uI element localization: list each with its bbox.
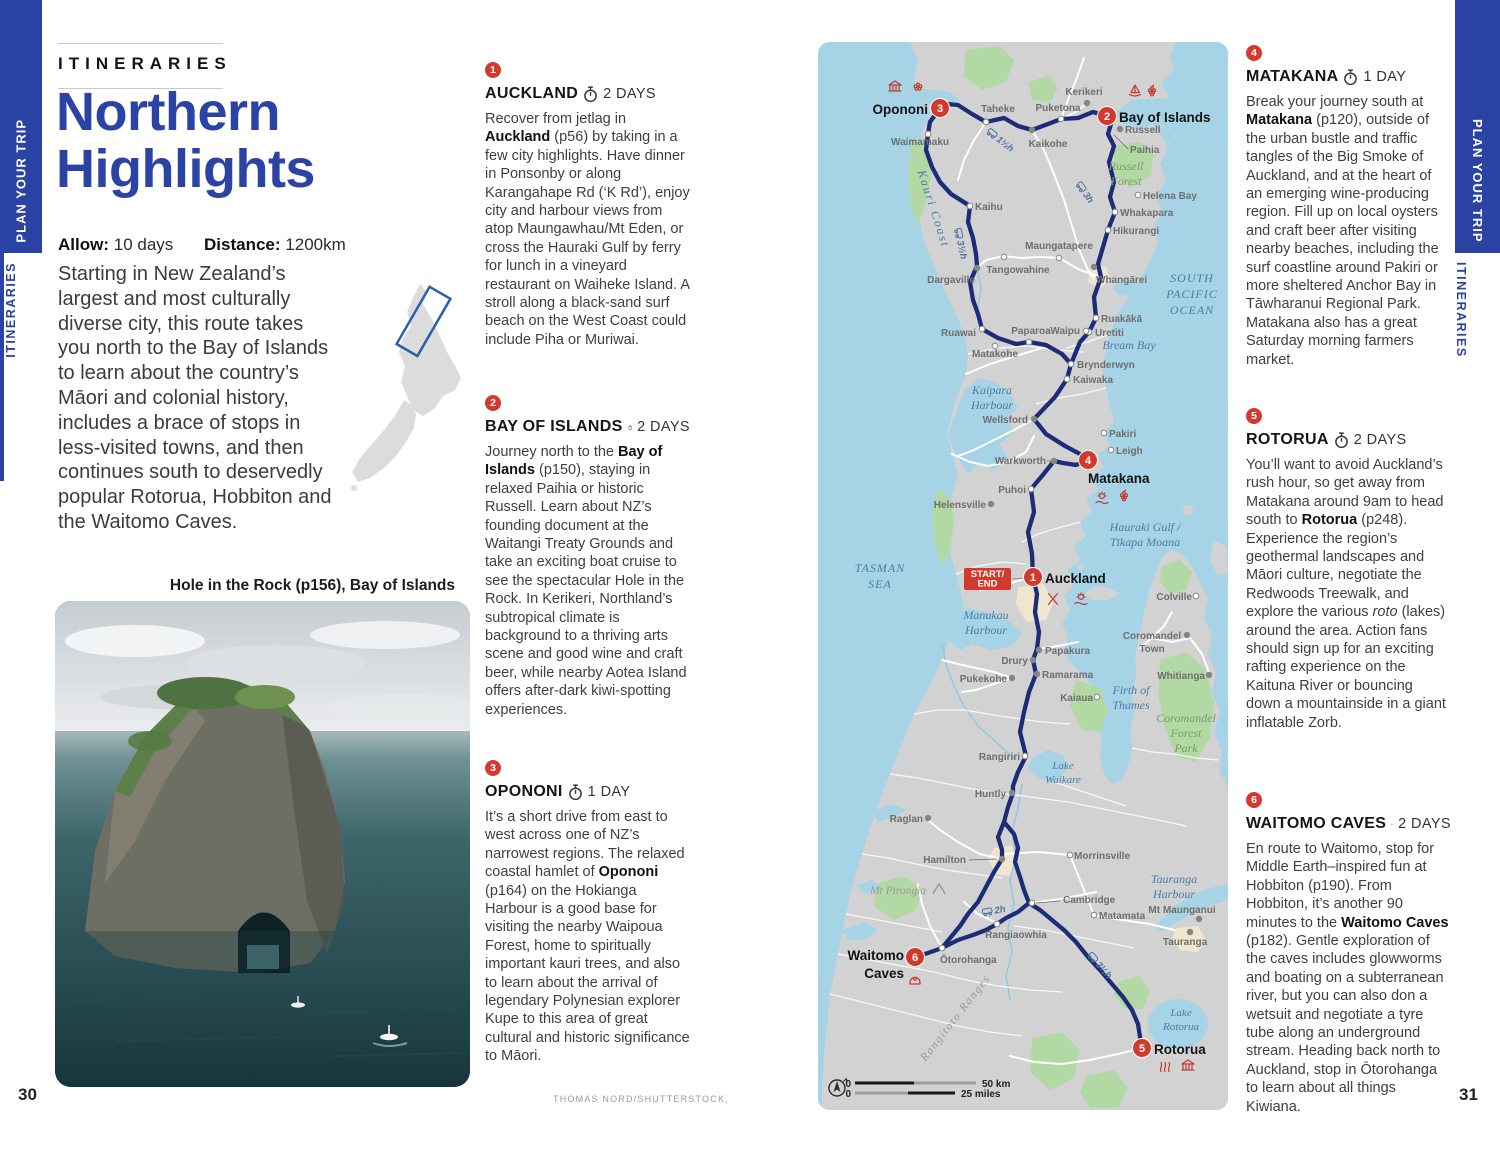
town-dot	[1009, 675, 1015, 681]
town-dot-open	[1029, 900, 1035, 906]
town-label: Kaiwaka	[1073, 375, 1114, 386]
start-end-badge	[964, 568, 1011, 590]
distance-label: Distance:	[204, 235, 281, 254]
allow-value: 10 days	[113, 235, 174, 254]
svg-text:25 miles: 25 miles	[961, 1089, 1001, 1100]
stop-label: Matakana	[1088, 471, 1150, 486]
page-number-left: 30	[18, 1085, 37, 1104]
step-number-badge: 4	[1246, 45, 1262, 61]
water-label: Hauraki Gulf / Tīkapa Moana	[1109, 520, 1181, 549]
water-label: SOUTH PACIFIC OCEAN	[1166, 271, 1218, 317]
town-dot	[1091, 264, 1097, 270]
nz-locator-inset	[342, 276, 474, 508]
water-label: Bream Bay	[1102, 338, 1156, 352]
town-label: Kerikeri	[1065, 87, 1103, 98]
town-dot	[1030, 657, 1036, 663]
water-label: Kauri Coast	[914, 168, 953, 250]
town-label: Ruawai	[940, 328, 976, 339]
town-dot-open	[1058, 116, 1064, 122]
svg-text:3h: 3h	[1080, 190, 1096, 206]
range-label: Mt Pirongia	[869, 885, 927, 897]
town-dot	[988, 501, 994, 507]
step-number-badge: 2	[485, 395, 501, 411]
water-label: TASMAN SEA	[854, 561, 906, 591]
town-dot	[1084, 100, 1090, 106]
town-label: Kaiaua	[1060, 693, 1093, 704]
svg-text:1½h: 1½h	[994, 134, 1016, 155]
step-body: You’ll want to avoid Auckland’s rush hour, so get away from Matakana around 9am to head south to Rotorua (p248). Experience the region’s geothermal landscapes and Māori culture, negotiate the Redwoods Treewalk, and explore the various roto (lakes) around the area. Action fans should sign up for an exciting rafting experience on the Kaituna River or bouncing down a mountainside in a giant inflatable Zorb.	[1246, 457, 1446, 731]
allow-label: Allow:	[58, 235, 109, 254]
step-title: ROTORUA	[1246, 431, 1329, 448]
town-label: Ruakākā	[1101, 314, 1143, 325]
svg-text:3: 3	[936, 102, 944, 115]
stop-label: Auckland	[1045, 571, 1106, 586]
town-dot-open	[1093, 315, 1099, 321]
town-label: Coromandel Town	[1122, 631, 1182, 655]
town-dot-open	[1026, 339, 1032, 345]
svg-text:3½h: 3½h	[954, 239, 969, 261]
trip-meta	[58, 235, 346, 255]
town-label: Whakapara	[1120, 208, 1174, 219]
distance-value: 1200km	[285, 235, 346, 254]
town-label: Rangiaowhia	[985, 930, 1047, 941]
town-dot-open	[1083, 328, 1089, 334]
stopwatch-icon	[1391, 816, 1393, 833]
town-label: Kaihu	[975, 202, 1003, 213]
sidebar-label-plan-your-trip-right: PLAN YOUR TRIP	[1470, 119, 1485, 243]
itinerary-section-3	[485, 760, 690, 1066]
svg-text:START/: START/	[970, 569, 1005, 580]
step-duration: 2 DAYS	[637, 419, 690, 435]
itinerary-section-1	[485, 62, 690, 349]
stewart-island-shape	[351, 485, 357, 491]
town-label: Hamilton	[923, 855, 966, 866]
town-dot-open	[1193, 593, 1199, 599]
step-duration: 2 DAYS	[603, 86, 656, 102]
town-dot-open	[1108, 447, 1114, 453]
nz-locator-map	[342, 276, 474, 508]
town-dot-open	[1101, 430, 1107, 436]
town-dot	[1187, 929, 1193, 935]
photo-caption: Hole in the Rock (p156), Bay of Islands	[169, 577, 455, 594]
town-dot-open	[939, 945, 945, 951]
step-title: MATAKANA	[1246, 68, 1339, 85]
town-label: Paparoa	[1011, 326, 1051, 337]
town-dot-open	[1094, 694, 1100, 700]
town-label: Maungatapere	[1025, 241, 1093, 252]
town-dot-open	[1067, 852, 1073, 858]
step-body: En route to Waitomo, stop for Middle Earth–inspired fun at Hobbiton (p190). From Hobbiton, it’s another 90 minutes to the Waitomo Caves (p182). Gentle exploration of the caves includes glowworms and boating on a subterranean river, but you can also don a wetsuit and negotiate a tyre tube along an underground stream. Heading back north to Auckland, stop in Ōtorohanga to learn about all things Kiwiana.	[1246, 841, 1449, 1115]
stopwatch-icon	[568, 784, 583, 801]
step-number-badge: 6	[1246, 792, 1262, 808]
sidebar-bar-left	[0, 0, 42, 253]
town-dot	[1029, 127, 1035, 133]
town-dot	[1196, 916, 1202, 922]
route-map	[818, 42, 1228, 1110]
sidebar-bar-right	[1455, 0, 1500, 253]
town-dot	[1036, 647, 1042, 653]
stopwatch-icon	[628, 419, 633, 436]
svg-text:0: 0	[845, 1079, 851, 1090]
town-dot-open	[967, 203, 973, 209]
range-label: Rangitoto Ranges	[918, 972, 994, 1064]
route-marker-5	[1133, 1039, 1152, 1058]
photo-credit: THOMAS NORD/SHUTTERSTOCK,	[553, 1094, 729, 1104]
town-dot	[999, 856, 1005, 862]
stop-label: Opononi	[872, 102, 928, 117]
town-dot	[1206, 672, 1212, 678]
sidebar-label-plan-your-trip-left: PLAN YOUR TRIP	[13, 119, 29, 243]
town-label: Uretiti	[1095, 328, 1124, 339]
step-duration: 1 DAY	[587, 784, 631, 800]
step-duration: 2 DAYS	[1398, 816, 1451, 832]
itinerary-section-6	[1246, 792, 1451, 1116]
step-body: Break your journey south at Matakana (p120), outside of the urban bustle and traffic tangles of the Big Smoke of Auckland, and at the heart of an emerging wine-producing region. Fill up on local oysters and craft beer after visiting nearby beaches, including the surf coastline around Pakiri or more sheltered Anchor Bay in Tāwharanui Regional Park. Matakana also has a great Saturday morning farmers market.	[1246, 94, 1439, 368]
town-dot-open	[994, 921, 1000, 927]
water-label: Manukau Harbour	[963, 608, 1009, 637]
town-dot-open	[1135, 192, 1141, 198]
step-header	[485, 85, 690, 103]
small-island	[1172, 134, 1175, 137]
town-label: Drury	[1001, 656, 1028, 667]
town-label: Matamata	[1099, 911, 1146, 922]
step-number-badge: 1	[485, 62, 501, 78]
town-dot-open	[979, 326, 985, 332]
town-label: Waimamaku	[891, 137, 949, 148]
town-label: Russell	[1125, 125, 1161, 136]
water-label: Firth of Thames	[1112, 683, 1150, 712]
kicker-itineraries: ITINERARIES	[58, 54, 232, 73]
town-label: Wellsford	[982, 415, 1028, 426]
step-number-badge: 5	[1246, 408, 1262, 424]
town-label: Ōtorohanga	[940, 955, 997, 966]
town-label: Raglan	[889, 814, 923, 825]
photo-illustration	[55, 601, 470, 1087]
stop-label: Bay of Islands	[1119, 110, 1211, 125]
step-title: WAITOMO CAVES	[1246, 815, 1387, 832]
town-dot-open	[992, 343, 998, 349]
town-label: Huntly	[974, 789, 1006, 800]
town-dot-open	[1001, 254, 1007, 260]
town-label: Colville	[1156, 592, 1192, 603]
route-marker-2	[1098, 107, 1117, 126]
town-label: Ramarama	[1042, 670, 1094, 681]
step-duration: 2 DAYS	[1353, 432, 1407, 448]
water-label: Tauranga Harbour	[1150, 872, 1198, 901]
svg-text:0: 0	[845, 1089, 851, 1100]
svg-text:2: 2	[1103, 110, 1111, 123]
town-dot-open	[925, 131, 931, 137]
svg-text:5: 5	[1138, 1042, 1146, 1055]
intro-paragraph: Starting in New Zealand’s largest and most culturally diverse city, this route takes you north to the Bay of Islands to learn about the country’s Māori and colonial history, includes a brace of stops in less-visited towns, and then continues south to deservedly popular Rotorua, Hobbiton and the Waitomo Caves.	[58, 263, 332, 533]
town-label: Kaikohe	[1028, 139, 1068, 150]
step-body: It’s a short drive from east to west across one of NZ’s narrowest regions. The relaxed coastal hamlet of Opononi (p164) on the Hokianga Harbour is a good base for visiting the nearby Waipoua Forest, home to spiritually important kauri trees, and also to learn about the arrival of legendary Polynesian explorer Kupe to this area of great cultural and historic significance to Māori.	[485, 809, 690, 1065]
step-header	[485, 418, 690, 436]
town-dot	[1034, 671, 1040, 677]
town-dot	[1051, 458, 1057, 464]
svg-text:END: END	[977, 578, 998, 590]
step-header	[1246, 68, 1451, 86]
itinerary-section-2	[485, 395, 690, 719]
town-label: Helensville	[933, 500, 986, 511]
town-dot	[925, 815, 931, 821]
town-dot-open	[1105, 227, 1111, 233]
town-dot-open	[1068, 361, 1074, 367]
route-marker-3	[931, 99, 950, 118]
town-dot-open	[983, 119, 989, 125]
town-label: Mt Maunganui	[1148, 905, 1216, 916]
page-title: Northern Highlights	[56, 82, 315, 199]
header-rule-top	[58, 43, 223, 44]
town-dot-open	[1022, 753, 1028, 759]
town-label: Brynderwyn	[1077, 360, 1135, 371]
town-dot-open	[1112, 209, 1118, 215]
stopwatch-icon	[583, 86, 598, 103]
town-label: Whitianga	[1157, 671, 1205, 682]
town-label: Matakohe	[971, 349, 1019, 360]
small-island	[1077, 564, 1083, 570]
town-label: Tauranga	[1162, 937, 1208, 948]
step-body: Journey north to the Bay of Islands (p150), staying in relaxed Paihia or historic Russell. Learn about NZ’s founding document at the Waitangi Treaty Grounds and take an exciting boat cruise to see the spectacular Hole in the Rock. In Kerikeri, Northland’s subtropical climate is background to a thriving arts scene and good wine and craft beer, while nearby Aotea Island offers after-dark kiwi-spotting experiences.	[485, 444, 687, 718]
step-number-badge: 3	[485, 760, 501, 776]
town-label: Pukekohe	[959, 674, 1007, 685]
town-label: Paihia	[1130, 145, 1160, 156]
water-label: Kaipara Harbour	[970, 383, 1014, 412]
svg-text:3¼h: 3¼h	[1093, 959, 1114, 982]
town-label: Rangiriri	[978, 752, 1020, 763]
stop-label: Rotorua	[1154, 1042, 1206, 1057]
route-marker-6	[906, 948, 925, 967]
town-dot	[974, 265, 980, 271]
svg-text:1: 1	[1029, 571, 1037, 584]
town-label: Hikurangi	[1113, 226, 1160, 237]
town-dot-open	[1056, 255, 1062, 261]
step-header	[1246, 815, 1451, 833]
svg-text:6: 6	[911, 951, 919, 964]
town-dot-open	[1028, 486, 1034, 492]
step-title: OPONONI	[485, 783, 563, 800]
town-label: Taheke	[981, 104, 1015, 115]
town-dot-open	[1091, 912, 1097, 918]
itinerary-section-4	[1246, 45, 1451, 369]
town-label: Cambridge	[1063, 895, 1116, 906]
town-label: Whangārei	[1096, 275, 1148, 286]
hole-in-the-rock-photo	[55, 601, 470, 1087]
stopwatch-icon	[1343, 69, 1358, 86]
town-label: Puketona	[1035, 103, 1081, 114]
svg-text:4: 4	[1084, 454, 1092, 467]
itinerary-section-5	[1246, 408, 1451, 732]
small-island	[1183, 505, 1193, 515]
water-label: Lake Rotorua	[1162, 1007, 1200, 1033]
town-label: Leigh	[1116, 446, 1143, 457]
town-label: Puhoi	[998, 485, 1026, 496]
forest-label: Russell Forest	[1108, 159, 1144, 188]
town-label: Pakiri	[1109, 429, 1137, 440]
forest-label: Coromandel Forest Park	[1156, 711, 1216, 755]
town-label: Helena Bay	[1143, 191, 1197, 202]
step-title: AUCKLAND	[485, 85, 579, 102]
step-header	[1246, 431, 1451, 449]
town-label: Warkworth	[994, 456, 1046, 467]
south-island-shape	[352, 400, 416, 482]
town-dot	[1009, 790, 1015, 796]
town-label: Dargaville	[927, 275, 975, 286]
svg-text:2h: 2h	[993, 903, 1007, 917]
town-label: Papakura	[1045, 646, 1091, 657]
route-map-panel	[818, 42, 1228, 1110]
water-label: Lake Waikare	[1045, 760, 1081, 786]
step-title: BAY OF ISLANDS	[485, 418, 623, 435]
route-marker-4	[1079, 451, 1098, 470]
svg-text:50 km: 50 km	[982, 1079, 1011, 1090]
town-dot	[1117, 126, 1123, 132]
page-number-right: 31	[1459, 1085, 1478, 1104]
stopwatch-icon	[1334, 432, 1349, 449]
town-label: Waipu	[1050, 326, 1080, 337]
town-label: Tangowahine	[986, 265, 1050, 276]
route-marker-1	[1024, 568, 1043, 587]
step-header	[485, 783, 690, 801]
town-dot-open	[1064, 376, 1070, 382]
stop-label: Waitomo Caves	[847, 948, 904, 981]
town-dot	[1184, 632, 1190, 638]
step-body: Recover from jetlag in Auckland (p56) by taking in a few city highlights. Have dinner in Ponsonby or along Karangahape Rd (‘K Rd’), enjoy city and harbour views from atop Maungawhau/Mt Eden, or cross the Hauraki Gulf by ferry for lunch in a vineyard restaurant on Waiheke Island. A stroll along a black-sand surf beach on the West Coast could include Piha or Muriwai.	[485, 111, 690, 348]
step-duration: 1 DAY	[1363, 69, 1407, 85]
town-label: Morrinsville	[1074, 851, 1131, 862]
town-dot	[1031, 416, 1037, 422]
